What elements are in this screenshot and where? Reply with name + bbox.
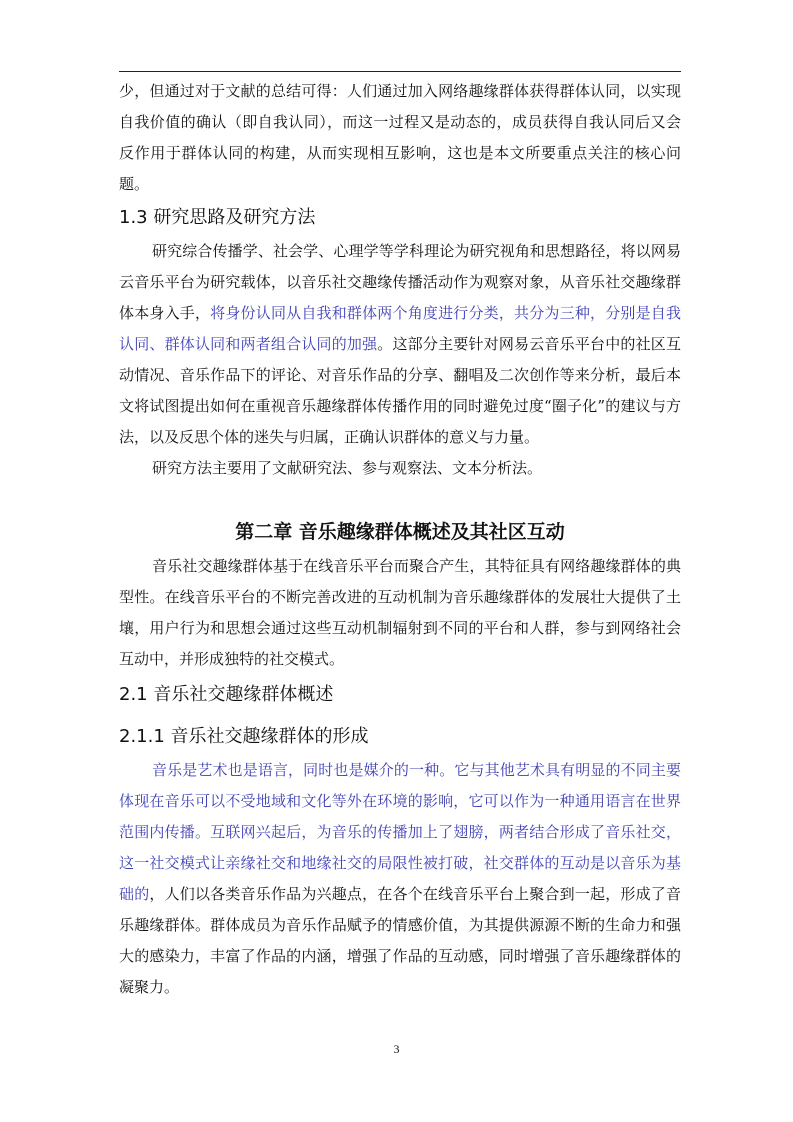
page-body — [119, 76, 681, 1003]
header-rule — [119, 71, 681, 72]
paragraph-text: ，人们以各类音乐作品为兴趣点，在各个在线音乐平台上聚合到一起，形成了音乐趣缘群体。群体成员为音乐作品赋予的情感价值，为其提供源源不断的生命力和强大的感染力，丰富了作品的内涵，增强了作品的互动感，同时增强了音乐趣缘群体的凝聚力。 — [119, 885, 681, 996]
paragraph-research-methods: 研究方法主要用了文献研究法、参与观察法、文本分析法。 — [152, 459, 543, 477]
section-heading-1-3: 1.3 研究思路及研究方法 — [119, 207, 316, 228]
paragraph-chapter-intro: 音乐社交趣缘群体基于在线音乐平台而聚合产生，其特征具有网络趣缘群体的典型性。在线音乐平台的不断完善改进的互动机制为音乐趣缘群体的发展壮大提供了土壤，用户行为和思想会通过这些互动机制辐射到不同的平台和人群，参与到网络社会互动中，并形成独特的社交模式。 — [119, 557, 681, 668]
section-heading-2-1-1: 2.1.1 音乐社交趣缘群体的形成 — [119, 726, 369, 747]
paragraph-group-formation — [119, 755, 681, 1003]
page-number: 3 — [393, 1042, 400, 1056]
spacer — [119, 484, 681, 517]
section-heading-2-1: 2.1 音乐社交趣缘群体概述 — [119, 684, 334, 705]
highlighted-text: 将身份认同从自我和群体两个角度进行分类，共分为三种，分别是自我认同、群体认同和两者组合认同的加强 — [119, 304, 681, 353]
paragraph-research-approach — [119, 236, 681, 453]
chapter-heading-2: 第二章 音乐趣缘群体概述及其社区互动 — [235, 521, 565, 543]
paragraph-intro-continuation: 少，但通过对于文献的总结可得：人们通过加入网络趣缘群体获得群体认同，以实现自我价值的确认（即自我认同），而这一过程又是动态的，成员获得自我认同后又会反作用于群体认同的构建，从而实现相互影响，这也是本文所要重点关注的核心问题。 — [119, 82, 681, 193]
paragraph-text: 。这部分主要针对网易云音乐平台中的社区互动情况、音乐作品下的评论、对音乐作品的分享、翻唱及二次创作等来分析，最后本文将试图提出如何在重视音乐趣缘群体传播作用的同时避免过度“圈子化”的建议与方法，以及反思个体的迷失与归属，正确认识群体的意义与力量。 — [119, 335, 681, 446]
highlighted-text: 音乐是艺术也是语言，同时也是媒介的一种。它与其他艺术具有明显的不同主要体现在音乐可以不受地域和文化等外在环境的影响，它可以作为一种通用语言在世界范围内传播。互联网兴起后，为音乐的传播加上了翅膀，两者结合形成了音乐社交，这一社交模式让亲缘社交和地缘社交的局限性被打破，社交群体的互动是以音乐为基础的 — [119, 761, 681, 903]
paragraph-text: 研究综合传播学、社会学、心理学等学科理论为研究视角和思想路径，将以网易云音乐平台为研究载体，以音乐社交趣缘传播活动作为观察对象，从音乐社交趣缘群体本身入手， — [119, 242, 681, 322]
